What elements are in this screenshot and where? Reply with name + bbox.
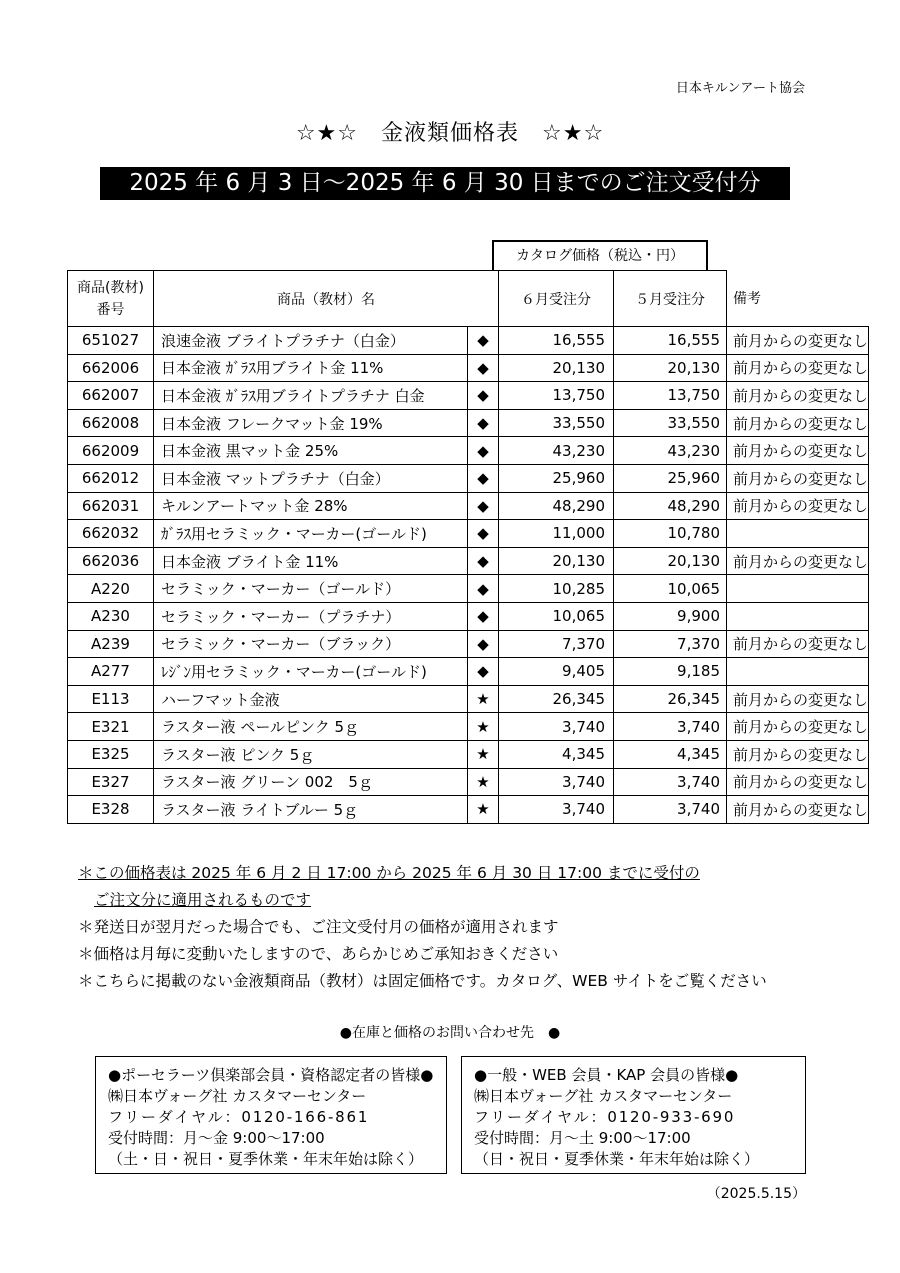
cell-note: 前月からの変更なし <box>727 796 869 824</box>
cell-note: 前月からの変更なし <box>727 713 869 741</box>
cell-code: E327 <box>68 768 154 796</box>
cell-may-price: 10,780 <box>614 520 727 548</box>
cell-code: E328 <box>68 796 154 824</box>
cell-name: ラスター液 ライトブルー 5ｇ <box>154 796 468 824</box>
cell-june-price: 10,065 <box>499 602 614 630</box>
cell-may-price: 20,130 <box>614 354 727 382</box>
cell-june-price: 10,285 <box>499 575 614 603</box>
cell-note: 前月からの変更なし <box>727 768 869 796</box>
table-row <box>68 354 869 382</box>
header-name: 商品（教材）名 <box>154 271 499 327</box>
cell-may-price: 3,740 <box>614 796 727 824</box>
box2-closed: （日・祝日・夏季休業・年末年始は除く） <box>474 1150 760 1168</box>
cell-may-price: 3,740 <box>614 713 727 741</box>
cell-mark: ◆ <box>468 382 499 410</box>
cell-code: A220 <box>68 575 154 603</box>
cell-code: E321 <box>68 713 154 741</box>
cell-june-price: 33,550 <box>499 409 614 437</box>
header-june: ６月受注分 <box>499 271 614 327</box>
cell-code: 662036 <box>68 547 154 575</box>
cell-note <box>727 658 869 686</box>
cell-mark: ★ <box>468 685 499 713</box>
cell-note: 前月からの変更なし <box>727 630 869 658</box>
table-row <box>68 713 869 741</box>
table-row <box>68 409 869 437</box>
cell-code: 662032 <box>68 520 154 548</box>
cell-note: 前月からの変更なし <box>727 685 869 713</box>
cell-code: E325 <box>68 740 154 768</box>
cell-note: 前月からの変更なし <box>727 354 869 382</box>
cell-note: 前月からの変更なし <box>727 327 869 355</box>
table-row <box>68 492 869 520</box>
table-row <box>68 520 869 548</box>
cell-mark: ★ <box>468 740 499 768</box>
cell-note: 前月からの変更なし <box>727 382 869 410</box>
cell-may-price: 10,065 <box>614 575 727 603</box>
cell-code: 651027 <box>68 327 154 355</box>
cell-may-price: 3,740 <box>614 768 727 796</box>
cell-note: 前月からの変更なし <box>727 464 869 492</box>
table-row <box>68 685 869 713</box>
cell-june-price: 11,000 <box>499 520 614 548</box>
cell-mark: ◆ <box>468 437 499 465</box>
box2-hours: 受付時間：月～土 9:00～17:00 <box>474 1129 691 1147</box>
box1-title: ●ポーセラーツ倶楽部会員・資格認定者の皆様● <box>108 1066 434 1084</box>
cell-june-price: 26,345 <box>499 685 614 713</box>
table-row <box>68 658 869 686</box>
cell-name: セラミック・マーカー（プラチナ） <box>154 602 468 630</box>
cell-name: ラスター液 ペールピンク 5ｇ <box>154 713 468 741</box>
cell-may-price: 9,900 <box>614 602 727 630</box>
box2-company: ㈱日本ヴォーグ社 カスタマーセンター <box>474 1087 733 1105</box>
cell-may-price: 33,550 <box>614 409 727 437</box>
cell-name: セラミック・マーカー（ゴールド） <box>154 575 468 603</box>
table-row <box>68 740 869 768</box>
cell-june-price: 3,740 <box>499 768 614 796</box>
contact-box-members <box>95 1056 447 1174</box>
cell-note <box>727 520 869 548</box>
cell-name: ラスター液 グリーン 002 5ｇ <box>154 768 468 796</box>
note-4: ＊こちらに掲載のない金液類商品（教材）は固定価格です。カタログ、WEB サイトをご覧ください <box>78 972 767 990</box>
header-may: ５月受注分 <box>614 271 727 327</box>
cell-name: キルンアートマット金 28% <box>154 492 468 520</box>
page-title: ☆★☆ 金液類価格表 ☆★☆ <box>295 121 605 146</box>
cell-june-price: 43,230 <box>499 437 614 465</box>
price-table <box>67 270 869 824</box>
cell-may-price: 13,750 <box>614 382 727 410</box>
cell-mark: ◆ <box>468 492 499 520</box>
note-2: ＊発送日が翌月だった場合でも、ご注文受付月の価格が適用されます <box>78 918 559 936</box>
cell-mark: ◆ <box>468 547 499 575</box>
box1-tel: フリーダイヤル：0120-166-861 <box>108 1108 370 1126</box>
cell-code: A239 <box>68 630 154 658</box>
table-row <box>68 382 869 410</box>
cell-june-price: 48,290 <box>499 492 614 520</box>
cell-june-price: 16,555 <box>499 327 614 355</box>
table-row <box>68 630 869 658</box>
box2-tel: フリーダイヤル：0120-933-690 <box>474 1108 736 1126</box>
contact-title: ●在庫と価格のお問い合わせ先 ● <box>339 1025 561 1041</box>
cell-mark: ◆ <box>468 520 499 548</box>
cell-note <box>727 575 869 603</box>
note-1b: ご注文分に適用されるものです <box>94 891 312 909</box>
box2-title: ●一般・WEB 会員・KAP 会員の皆様● <box>474 1066 739 1084</box>
cell-note <box>727 602 869 630</box>
cell-mark: ◆ <box>468 630 499 658</box>
cell-mark: ◆ <box>468 464 499 492</box>
cell-may-price: 20,130 <box>614 547 727 575</box>
cell-june-price: 20,130 <box>499 547 614 575</box>
cell-code: 662012 <box>68 464 154 492</box>
cell-name: セラミック・マーカー（ブラック） <box>154 630 468 658</box>
table-row <box>68 796 869 824</box>
cell-mark: ★ <box>468 713 499 741</box>
cell-mark: ◆ <box>468 658 499 686</box>
table-row <box>68 437 869 465</box>
cell-mark: ◆ <box>468 354 499 382</box>
cell-june-price: 25,960 <box>499 464 614 492</box>
cell-may-price: 48,290 <box>614 492 727 520</box>
table-row <box>68 575 869 603</box>
box1-hours: 受付時間：月～金 9:00～17:00 <box>108 1129 325 1147</box>
cell-code: A277 <box>68 658 154 686</box>
cell-name: 日本金液 ｶﾞﾗｽ用ブライト金 11% <box>154 354 468 382</box>
cell-note: 前月からの変更なし <box>727 547 869 575</box>
box1-company: ㈱日本ヴォーグ社 カスタマーセンター <box>108 1087 367 1105</box>
header-code: 商品(教材) 番号 <box>68 271 154 327</box>
contact-box-general <box>461 1056 806 1174</box>
cell-june-price: 4,345 <box>499 740 614 768</box>
cell-name: ｶﾞﾗｽ用セラミック・マーカー(ゴールド) <box>154 520 468 548</box>
cell-june-price: 13,750 <box>499 382 614 410</box>
cell-june-price: 7,370 <box>499 630 614 658</box>
cell-code: 662006 <box>68 354 154 382</box>
cell-mark: ★ <box>468 768 499 796</box>
issue-date: （2025.5.15） <box>706 1186 806 1202</box>
cell-june-price: 3,740 <box>499 713 614 741</box>
cell-name: ﾚｼﾞﾝ用セラミック・マーカー(ゴールド) <box>154 658 468 686</box>
note-1a: ＊この価格表は 2025 年 6 月 2 日 17:00 から 2025 年 6 月 30 日 17:00 までに受付の <box>78 864 700 882</box>
cell-name: 日本金液 ｶﾞﾗｽ用ブライトプラチナ 白金 <box>154 382 468 410</box>
cell-mark: ◆ <box>468 575 499 603</box>
cell-code: 662007 <box>68 382 154 410</box>
cell-mark: ◆ <box>468 409 499 437</box>
organization-name: 日本キルンアート協会 <box>675 81 805 96</box>
table-row <box>68 547 869 575</box>
table-row <box>68 327 869 355</box>
cell-june-price: 3,740 <box>499 796 614 824</box>
box1-closed: （土・日・祝日・夏季休業・年末年始は除く） <box>108 1150 424 1168</box>
cell-may-price: 9,185 <box>614 658 727 686</box>
header-note: 備考 <box>727 271 869 327</box>
cell-mark: ◆ <box>468 327 499 355</box>
cell-may-price: 26,345 <box>614 685 727 713</box>
cell-name: ハーフマット金液 <box>154 685 468 713</box>
cell-name: ラスター液 ピンク 5ｇ <box>154 740 468 768</box>
table-row <box>68 768 869 796</box>
table-row <box>68 602 869 630</box>
cell-code: 662031 <box>68 492 154 520</box>
notes <box>78 860 767 995</box>
cell-may-price: 16,555 <box>614 327 727 355</box>
cell-may-price: 4,345 <box>614 740 727 768</box>
cell-note: 前月からの変更なし <box>727 409 869 437</box>
cell-may-price: 7,370 <box>614 630 727 658</box>
period-banner: 2025 年 6 月 3 日～2025 年 6 月 30 日までのご注文受付分 <box>100 167 790 200</box>
cell-note: 前月からの変更なし <box>727 437 869 465</box>
catalog-price-header: カタログ価格（税込・円） <box>492 240 708 271</box>
cell-may-price: 43,230 <box>614 437 727 465</box>
table-row <box>68 464 869 492</box>
cell-code: 662009 <box>68 437 154 465</box>
table-header-row <box>68 271 869 327</box>
cell-code: E113 <box>68 685 154 713</box>
cell-name: 日本金液 ブライト金 11% <box>154 547 468 575</box>
cell-name: 日本金液 黒マット金 25% <box>154 437 468 465</box>
cell-code: A230 <box>68 602 154 630</box>
cell-note: 前月からの変更なし <box>727 740 869 768</box>
cell-name: 日本金液 マットプラチナ（白金） <box>154 464 468 492</box>
cell-mark: ★ <box>468 796 499 824</box>
cell-june-price: 20,130 <box>499 354 614 382</box>
cell-code: 662008 <box>68 409 154 437</box>
note-3: ＊価格は月毎に変動いたしますので、あらかじめご承知おきください <box>78 945 559 963</box>
cell-note: 前月からの変更なし <box>727 492 869 520</box>
cell-mark: ◆ <box>468 602 499 630</box>
cell-june-price: 9,405 <box>499 658 614 686</box>
cell-may-price: 25,960 <box>614 464 727 492</box>
cell-name: 浪速金液 ブライトプラチナ（白金） <box>154 327 468 355</box>
cell-name: 日本金液 フレークマット金 19% <box>154 409 468 437</box>
